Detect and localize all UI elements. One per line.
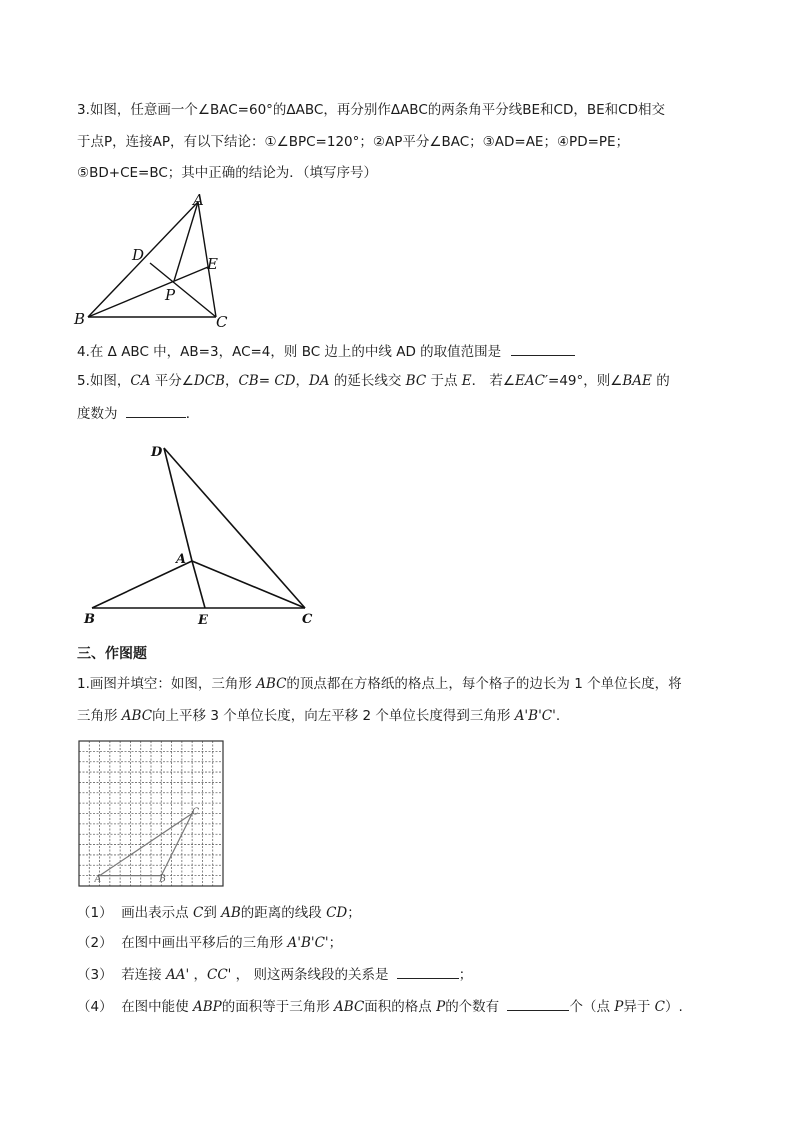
q5-text: 度数为 bbox=[77, 406, 118, 422]
q3-line1: 3.如图，任意画一个∠BAC=60°的ΔABC，再分别作ΔABC的两条角平分线BE和CD，BE和CD相交 bbox=[77, 102, 665, 118]
label-d: D bbox=[151, 445, 163, 460]
d1-math: ABP bbox=[192, 999, 222, 1015]
d1-sub1 bbox=[77, 903, 361, 923]
d1-text: ， bbox=[189, 967, 207, 983]
d1-text: 三角形 bbox=[77, 708, 122, 724]
q5-text: 平分∠ bbox=[150, 373, 194, 389]
label-e: E bbox=[207, 255, 218, 273]
q5-math: CB bbox=[238, 373, 259, 389]
segment-ac bbox=[192, 561, 305, 608]
q5-text: ， bbox=[224, 373, 239, 389]
d1-text: ； bbox=[458, 967, 473, 983]
q5-text: ， bbox=[295, 373, 309, 389]
d1-text: 的个数有 bbox=[445, 999, 500, 1015]
q5-figure bbox=[80, 440, 320, 630]
label-a: A bbox=[94, 874, 102, 885]
d1-sub4 bbox=[77, 996, 683, 1017]
d1-text: 的距离的线段 bbox=[240, 905, 327, 921]
q5-text: 的 bbox=[651, 373, 670, 389]
d1-math: P bbox=[614, 999, 624, 1015]
q5-text: 于点 bbox=[426, 373, 462, 389]
segment-ae bbox=[192, 561, 205, 608]
q5-text: 5.如图， bbox=[77, 373, 131, 389]
grid-figure bbox=[78, 740, 224, 888]
d1-text: . bbox=[555, 708, 561, 724]
label-c: C bbox=[302, 612, 313, 627]
item-number: （3） bbox=[77, 967, 113, 983]
q3-line2: 于点P，连接AP，有以下结论：①∠BPC=120°；②AP平分∠BAC；③AD=AE；④PD=PE； bbox=[77, 134, 630, 150]
q5-text: 的延长线交 bbox=[329, 373, 406, 389]
bisector-be bbox=[88, 267, 208, 317]
label-b: B bbox=[74, 310, 86, 328]
q5-line2 bbox=[77, 403, 199, 424]
d1-text: ； bbox=[347, 905, 361, 921]
q3-line3: ⑤BD+CE=BC；其中正确的结论为．（填写序号） bbox=[77, 165, 378, 181]
q5-math: DA bbox=[308, 373, 330, 389]
q5-math: DCB bbox=[193, 373, 225, 389]
d1-text: 1.画图并填空：如图，三角形 bbox=[77, 676, 257, 692]
label-e: E bbox=[198, 613, 208, 628]
d1-math: C bbox=[192, 905, 204, 921]
d1-text: 画出表示点 bbox=[121, 905, 193, 921]
item-number: （4） bbox=[77, 999, 113, 1015]
d1-math: ABC bbox=[256, 676, 287, 692]
item-number: （1） bbox=[77, 905, 113, 921]
d1-text: 异于 bbox=[623, 999, 655, 1015]
d1-line2 bbox=[77, 706, 560, 726]
q3-figure bbox=[70, 188, 240, 336]
answer-blank bbox=[126, 403, 186, 418]
section-title: 三、作图题 bbox=[77, 646, 147, 662]
d1-text: 的顶点都在方格纸的格点上，每个格子的边长为 1 个单位长度，将 bbox=[286, 676, 682, 692]
q4-line bbox=[77, 341, 575, 362]
d1-math: P bbox=[436, 999, 446, 1015]
d1-math: A'B'C' bbox=[287, 935, 329, 951]
d1-text: ； bbox=[328, 935, 343, 951]
label-d: D bbox=[132, 246, 145, 264]
d1-text: 若连接 bbox=[121, 967, 166, 983]
answer-blank bbox=[507, 996, 569, 1011]
d1-text: 到 bbox=[203, 905, 222, 921]
q5-math: CA bbox=[130, 373, 151, 389]
q5-math: BAE bbox=[622, 373, 652, 389]
q5-line1 bbox=[77, 371, 670, 391]
label-b: B bbox=[84, 612, 95, 627]
q5-math: CD bbox=[274, 373, 296, 389]
q5-math: EAC bbox=[515, 373, 545, 389]
d1-math: A'B'C' bbox=[514, 708, 556, 724]
d1-text: ）. bbox=[665, 999, 683, 1015]
label-c: C bbox=[216, 313, 228, 331]
label-a: A bbox=[193, 191, 204, 209]
answer-blank bbox=[511, 341, 575, 356]
q5-text: ′=49°，则∠ bbox=[544, 373, 623, 389]
q4-text: 4.在 Δ ABC 中，AB=3，AC=4，则 BC 边上的中线 AD 的取值范围是 bbox=[77, 344, 502, 360]
d1-line1 bbox=[77, 674, 682, 694]
d1-text: 面积的格点 bbox=[364, 999, 437, 1015]
d1-sub3 bbox=[77, 964, 472, 985]
d1-text: ， 则这两条线段的关系是 bbox=[231, 967, 389, 983]
q5-text: = bbox=[258, 373, 275, 389]
d1-math: AA' bbox=[165, 967, 190, 983]
d1-text: 向上平移 3 个单位长度，向左平移 2 个单位长度得到三角形 bbox=[152, 708, 515, 724]
d1-math: ABC bbox=[334, 999, 365, 1015]
q5-math: E bbox=[461, 373, 472, 389]
d1-sub2 bbox=[77, 933, 342, 953]
label-c: C bbox=[192, 807, 200, 818]
segment-ba bbox=[92, 561, 192, 608]
d1-math: CD bbox=[326, 905, 348, 921]
label-a: A bbox=[176, 552, 187, 567]
d1-text: 的面积等于三角形 bbox=[221, 999, 335, 1015]
d1-math: AB bbox=[221, 905, 241, 921]
segment-dc bbox=[164, 448, 305, 608]
d1-math: C bbox=[654, 999, 666, 1015]
item-number: （2） bbox=[77, 935, 113, 951]
d1-text: 在图中能使 bbox=[121, 999, 193, 1015]
label-p: P bbox=[165, 286, 176, 304]
d1-math: ABC bbox=[121, 708, 153, 724]
q5-text: ． bbox=[185, 406, 200, 422]
q5-math: BC bbox=[405, 373, 427, 389]
d1-text: 在图中画出平移后的三角形 bbox=[121, 935, 288, 951]
d1-math: CC' bbox=[207, 967, 232, 983]
label-b: B bbox=[159, 874, 166, 885]
d1-text: 个（点 bbox=[569, 999, 615, 1015]
q5-text: ． 若∠ bbox=[471, 373, 516, 389]
answer-blank bbox=[397, 964, 459, 979]
